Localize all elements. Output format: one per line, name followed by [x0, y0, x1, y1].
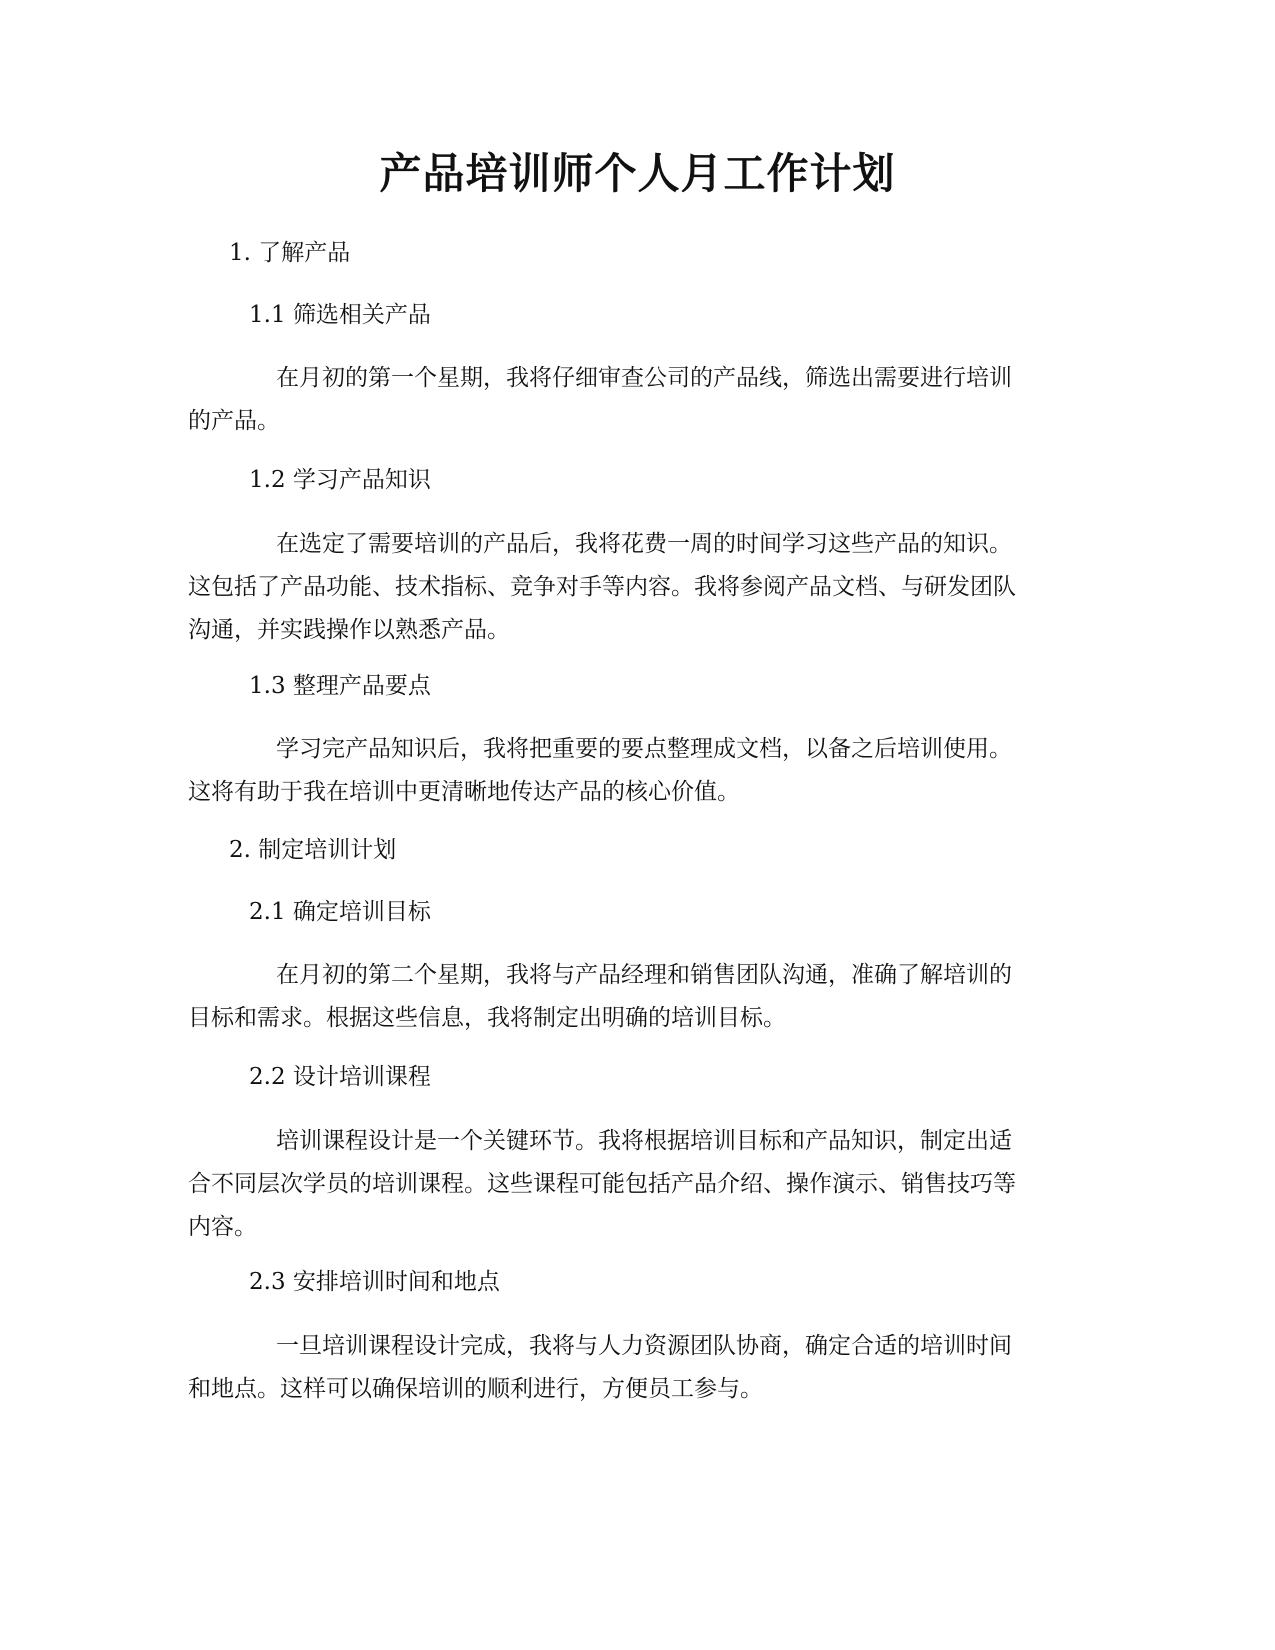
- subsection-heading-1-2: 1.2 学习产品知识: [249, 467, 431, 493]
- document-title: 产品培训师个人月工作计划: [379, 149, 896, 198]
- paragraph-1-1: [188, 357, 1088, 443]
- subsection-heading-1-3: 1.3 整理产品要点: [249, 673, 431, 699]
- paragraph-line: 这将有助于我在培训中更清晰地传达产品的核心价值。: [188, 779, 740, 805]
- paragraph-line: 的产品。: [188, 408, 280, 434]
- paragraph-line: 合不同层次学员的培训课程。这些课程可能包括产品介绍、操作演示、销售技巧等: [188, 1171, 1016, 1197]
- paragraph-line: 内容。: [188, 1214, 257, 1240]
- paragraph-line: 沟通，并实践操作以熟悉产品。: [188, 617, 510, 643]
- paragraph-line: 一旦培训课程设计完成，我将与人力资源团队协商，确定合适的培训时间: [276, 1333, 1012, 1359]
- paragraph-line: 培训课程设计是一个关键环节。我将根据培训目标和产品知识，制定出适: [276, 1128, 1012, 1154]
- subsection-heading-2-3: 2.3 安排培训时间和地点: [249, 1269, 500, 1295]
- paragraph-2-1: [188, 954, 1088, 1040]
- subsection-heading-2-2: 2.2 设计培训课程: [249, 1064, 431, 1090]
- paragraph-2-2: [188, 1120, 1088, 1249]
- section-heading-2: 2. 制定培训计划: [229, 837, 397, 863]
- paragraph-2-3: [188, 1325, 1088, 1411]
- subsection-heading-2-1: 2.1 确定培训目标: [249, 899, 431, 925]
- paragraph-line: 目标和需求。根据这些信息，我将制定出明确的培训目标。: [188, 1005, 786, 1031]
- paragraph-1-3: [188, 728, 1088, 814]
- section-heading-1: 1. 了解产品: [229, 240, 351, 266]
- paragraph-line: 学习完产品知识后，我将把重要的要点整理成文档，以备之后培训使用。: [276, 736, 1012, 762]
- paragraph-line: 在选定了需要培训的产品后，我将花费一周的时间学习这些产品的知识。: [276, 531, 1012, 557]
- paragraph-1-2: [188, 523, 1088, 652]
- paragraph-line: 这包括了产品功能、技术指标、竞争对手等内容。我将参阅产品文档、与研发团队: [188, 574, 1016, 600]
- paragraph-line: 和地点。这样可以确保培训的顺利进行，方便员工参与。: [188, 1376, 763, 1402]
- paragraph-line: 在月初的第二个星期，我将与产品经理和销售团队沟通，准确了解培训的: [276, 962, 1012, 988]
- paragraph-line: 在月初的第一个星期，我将仔细审查公司的产品线，筛选出需要进行培训: [276, 365, 1012, 391]
- subsection-heading-1-1: 1.1 筛选相关产品: [249, 302, 431, 328]
